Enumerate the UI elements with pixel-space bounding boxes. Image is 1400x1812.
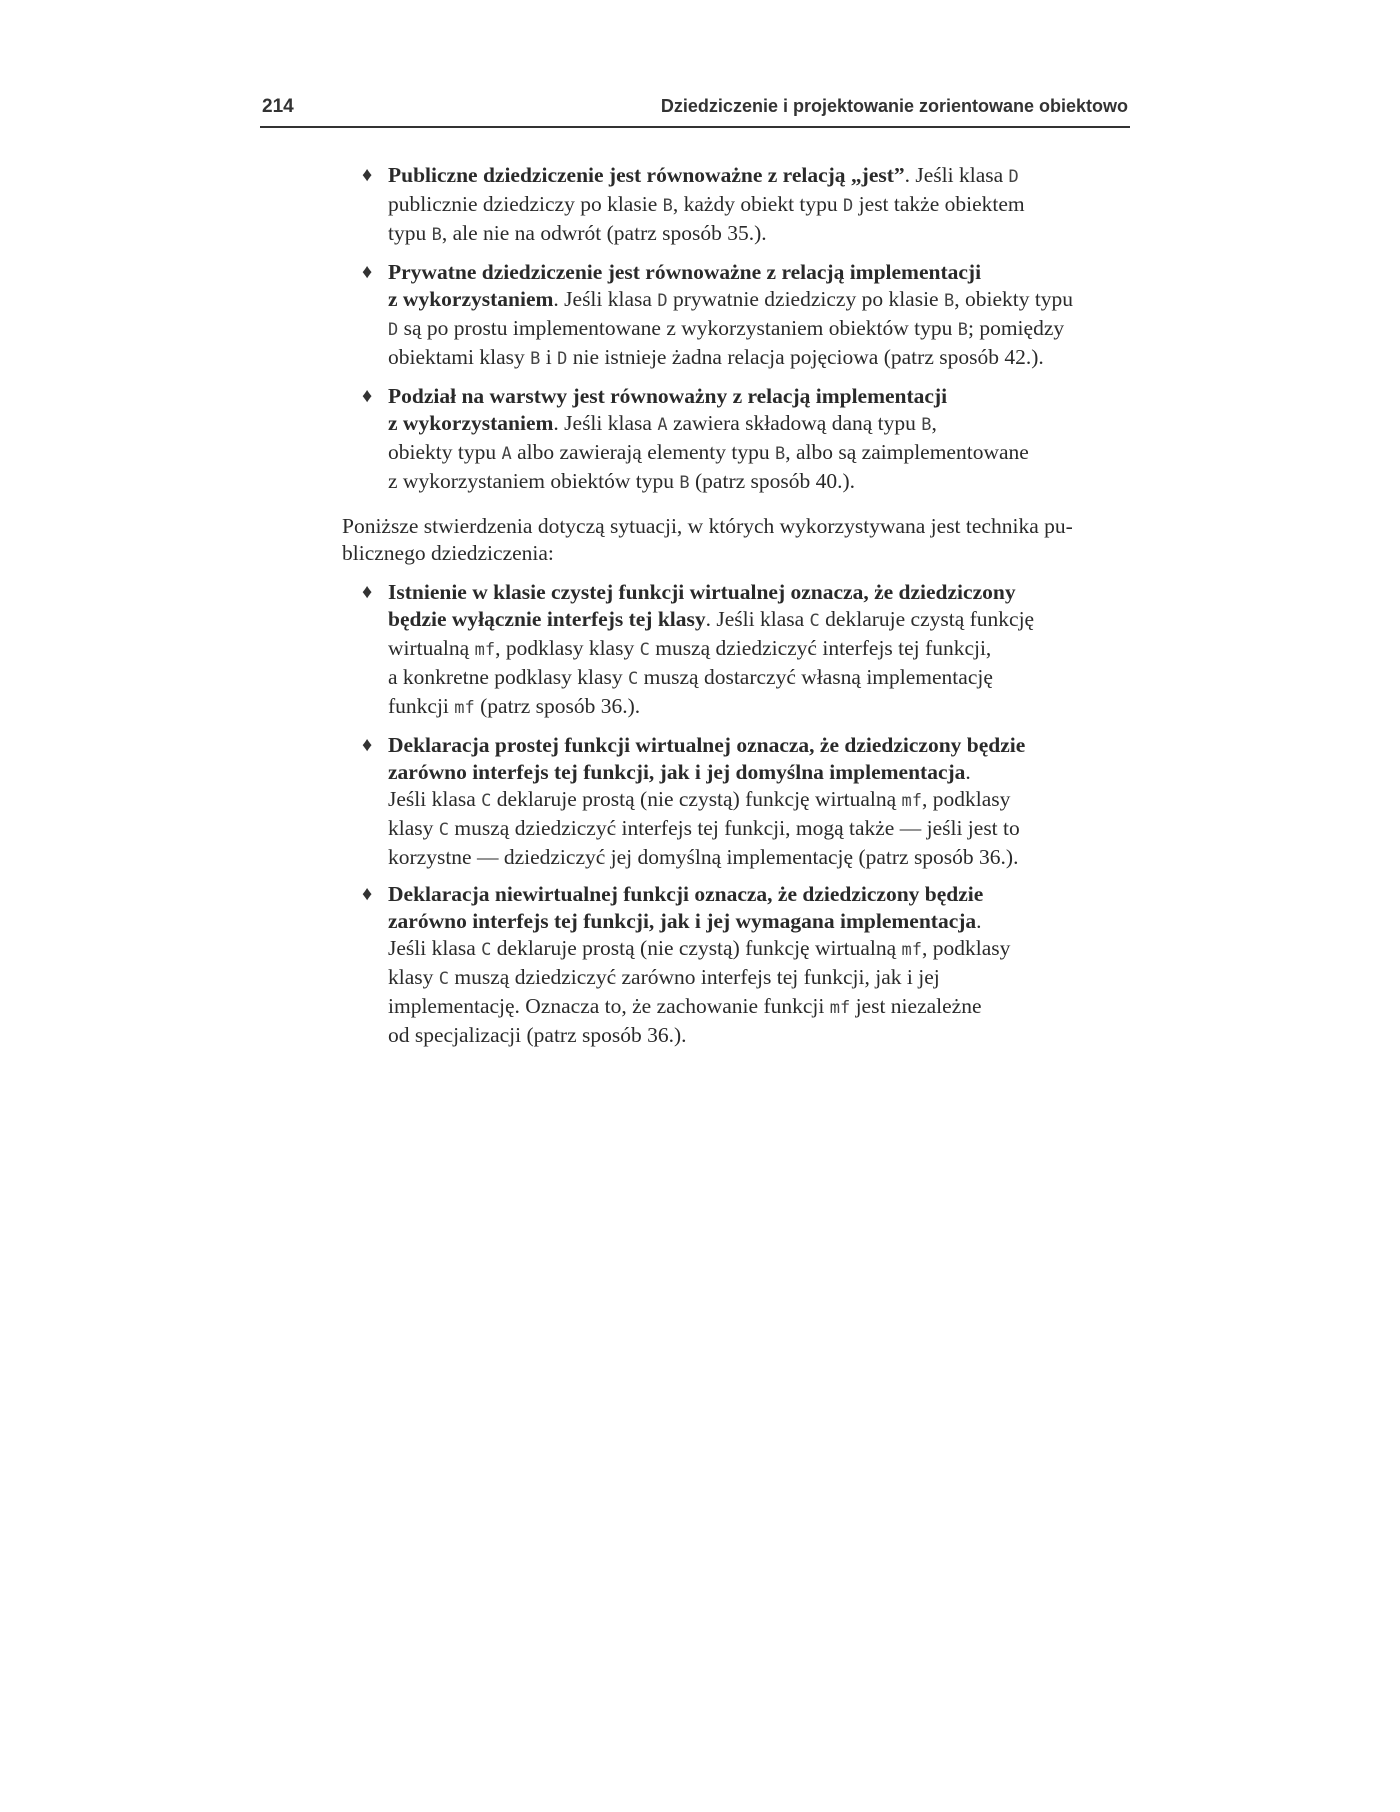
body-text: wirtualną xyxy=(388,636,475,660)
code-identifier: A xyxy=(657,415,668,435)
bold-lead-text: Podział na warstwy jest równoważny z relacją implementacji xyxy=(388,384,948,408)
bold-lead-text: Deklaracja prostej funkcji wirtualnej oznacza, że dziedziczony będzie xyxy=(388,733,1026,757)
body-text: , podklasy klasy xyxy=(495,636,640,660)
code-identifier: C xyxy=(481,940,492,960)
bullet-item xyxy=(342,162,1130,249)
paragraph-line: blicznego dziedziczenia: xyxy=(342,541,554,565)
code-identifier: C xyxy=(438,969,450,989)
bullet-line xyxy=(388,383,1130,410)
code-identifier: mf xyxy=(829,998,851,1018)
bullet-line xyxy=(388,315,1130,344)
bold-lead-text: zarówno interfejs tej funkcji, jak i jej wymagana implementacja xyxy=(388,909,977,933)
body-text: . Jeśli klasa xyxy=(705,607,810,631)
body-text: funkcji xyxy=(388,694,455,718)
bold-lead-text: z wykorzystaniem xyxy=(388,411,554,435)
page-header xyxy=(260,96,1130,128)
bullet-list-virtual-functions xyxy=(342,579,1130,1049)
code-identifier: mf xyxy=(454,698,475,718)
bullet-line xyxy=(388,344,1130,373)
body-text: z wykorzystaniem obiektów typu xyxy=(388,469,680,493)
body-text: . Jeśli klasa xyxy=(553,287,658,311)
code-identifier: C xyxy=(809,611,820,631)
body-text: jest niezależne xyxy=(850,994,982,1018)
body-text: , podklasy xyxy=(922,787,1011,811)
code-identifier: D xyxy=(1008,167,1019,187)
bullet-item xyxy=(342,732,1130,871)
bold-lead-text: Deklaracja niewirtualnej funkcji oznacza, że dziedziczony będzie xyxy=(388,882,984,906)
diamond-bullet-icon: ♦ xyxy=(362,164,373,186)
code-identifier: B xyxy=(431,225,442,245)
bullet-list-relations xyxy=(342,162,1130,497)
body-text: publicznie dziedziczy po klasie xyxy=(388,192,663,216)
bullet-line xyxy=(388,815,1130,844)
bullet-line xyxy=(388,468,1130,497)
bullet-line xyxy=(388,908,1130,935)
code-identifier: B xyxy=(943,291,955,311)
body-text: deklaruje prostą (nie czystą) funkcję wirtualną xyxy=(491,787,902,811)
bullet-line xyxy=(388,664,1130,693)
diamond-bullet-icon: ♦ xyxy=(362,385,373,407)
bullet-line xyxy=(388,606,1130,635)
body-text: , xyxy=(931,411,937,435)
bullet-line xyxy=(388,439,1130,468)
bullet-line xyxy=(388,410,1130,439)
bullet-line xyxy=(388,635,1130,664)
body-text: nie istnieje żadna relacja pojęciowa (patrz sposób 42.). xyxy=(567,345,1044,369)
bullet-line xyxy=(388,220,1130,249)
code-identifier: mf xyxy=(901,940,923,960)
body-text: . Jeśli klasa xyxy=(904,163,1009,187)
body-text: obiekty typu xyxy=(388,440,502,464)
body-text: korzystne — dziedziczyć jej domyślną implementację (patrz sposób 36.). xyxy=(388,845,1019,869)
bold-lead-text: Publiczne dziedziczenie jest równoważne z relacją „jest” xyxy=(388,163,905,187)
code-identifier: B xyxy=(774,444,786,464)
code-identifier: D xyxy=(388,320,399,340)
body-text: muszą dziedziczyć zarówno interfejs tej funkcji, jak i jej xyxy=(449,965,940,989)
code-identifier: C xyxy=(481,791,492,811)
body-text: (patrz sposób 36.). xyxy=(474,694,641,718)
bold-lead-text: będzie wyłącznie interfejs tej klasy xyxy=(388,607,706,631)
body-text: klasy xyxy=(388,816,439,840)
bullet-item xyxy=(342,579,1130,722)
body-text: a konkretne podklasy klasy xyxy=(388,665,629,689)
bullet-line xyxy=(388,162,1130,191)
body-text: . Jeśli klasa xyxy=(553,411,658,435)
code-identifier: mf xyxy=(901,791,923,811)
body-text: implementację. Oznacza to, że zachowanie funkcji xyxy=(388,994,830,1018)
bullet-line xyxy=(388,759,1130,786)
body-text: muszą dostarczyć własną implementację xyxy=(638,665,993,689)
code-identifier: B xyxy=(662,196,673,216)
body-text: , ale nie na odwrót (patrz sposób 35.). xyxy=(441,221,767,245)
bold-lead-text: zarówno interfejs tej funkcji, jak i jej domyślna implementacja xyxy=(388,760,966,784)
bullet-line xyxy=(388,579,1130,606)
body-text: muszą dziedziczyć interfejs tej funkcji, xyxy=(649,636,992,660)
code-identifier: A xyxy=(501,444,512,464)
bold-lead-text: Istnienie w klasie czystej funkcji wirtualnej oznacza, że dziedziczony xyxy=(388,580,1016,604)
body-text: , obiekty typu xyxy=(954,287,1074,311)
code-identifier: D xyxy=(843,196,854,216)
body-text: typu xyxy=(388,221,432,245)
bold-lead-text: z wykorzystaniem xyxy=(388,287,554,311)
code-identifier: B xyxy=(679,473,690,493)
page-content xyxy=(342,162,1130,1059)
body-text: muszą dziedziczyć interfejs tej funkcji, mogą także — jeśli jest to xyxy=(449,816,1020,840)
body-text: (patrz sposób 40.). xyxy=(689,469,856,493)
body-text: . xyxy=(965,760,971,784)
body-text: ; pomiędzy xyxy=(967,316,1065,340)
diamond-bullet-icon: ♦ xyxy=(362,261,373,283)
body-paragraph xyxy=(342,513,1130,567)
bullet-line xyxy=(388,935,1130,964)
body-text: Jeśli klasa xyxy=(388,936,482,960)
body-text: deklaruje prostą (nie czystą) funkcję wirtualną xyxy=(491,936,902,960)
diamond-bullet-icon: ♦ xyxy=(362,581,373,603)
code-identifier: D xyxy=(657,291,668,311)
bullet-item xyxy=(342,383,1130,497)
body-text: albo zawierają elementy typu xyxy=(511,440,775,464)
bullet-line xyxy=(388,286,1130,315)
body-text: od specjalizacji (patrz sposób 36.). xyxy=(388,1023,687,1047)
body-text: są po prostu implementowane z wykorzystaniem obiektów typu xyxy=(398,316,958,340)
body-text: klasy xyxy=(388,965,439,989)
code-identifier: B xyxy=(530,349,541,369)
bullet-line xyxy=(388,191,1130,220)
code-identifier: C xyxy=(628,669,639,689)
bullet-line xyxy=(388,786,1130,815)
body-text: , albo są zaimplementowane xyxy=(785,440,1029,464)
body-text: jest także obiektem xyxy=(853,192,1025,216)
paragraph-line: Poniższe stwierdzenia dotyczą sytuacji, w których wykorzystywana jest technika pu- xyxy=(342,514,1073,538)
body-text: prywatnie dziedziczy po klasie xyxy=(667,287,944,311)
diamond-bullet-icon: ♦ xyxy=(362,734,373,756)
bullet-line xyxy=(388,732,1130,759)
bullet-line xyxy=(388,964,1130,993)
bullet-line xyxy=(388,693,1130,722)
code-identifier: mf xyxy=(474,640,496,660)
body-text: i xyxy=(540,345,558,369)
bullet-line xyxy=(388,259,1130,286)
bullet-line xyxy=(388,993,1130,1022)
bullet-line xyxy=(388,1022,1130,1049)
code-identifier: C xyxy=(438,820,450,840)
page-number: 214 xyxy=(262,96,294,117)
code-identifier: C xyxy=(639,640,650,660)
code-identifier: B xyxy=(921,415,932,435)
diamond-bullet-icon: ♦ xyxy=(362,883,373,905)
bullet-item xyxy=(342,881,1130,1049)
body-text: obiektami klasy xyxy=(388,345,531,369)
bullet-line xyxy=(388,844,1130,871)
body-text: zawiera składową daną typu xyxy=(667,411,922,435)
code-identifier: B xyxy=(957,320,968,340)
bold-lead-text: Prywatne dziedziczenie jest równoważne z relacją implementacji xyxy=(388,260,982,284)
running-title: Dziedziczenie i projektowanie zorientowane obiektowo xyxy=(660,96,1128,116)
body-text: , każdy obiekt typu xyxy=(672,192,844,216)
body-text: Jeśli klasa xyxy=(388,787,482,811)
bullet-item xyxy=(342,259,1130,373)
bullet-line xyxy=(388,881,1130,908)
body-text: , podklasy xyxy=(922,936,1011,960)
code-identifier: D xyxy=(557,349,568,369)
body-text: deklaruje czystą funkcję xyxy=(819,607,1035,631)
body-text: . xyxy=(976,909,982,933)
